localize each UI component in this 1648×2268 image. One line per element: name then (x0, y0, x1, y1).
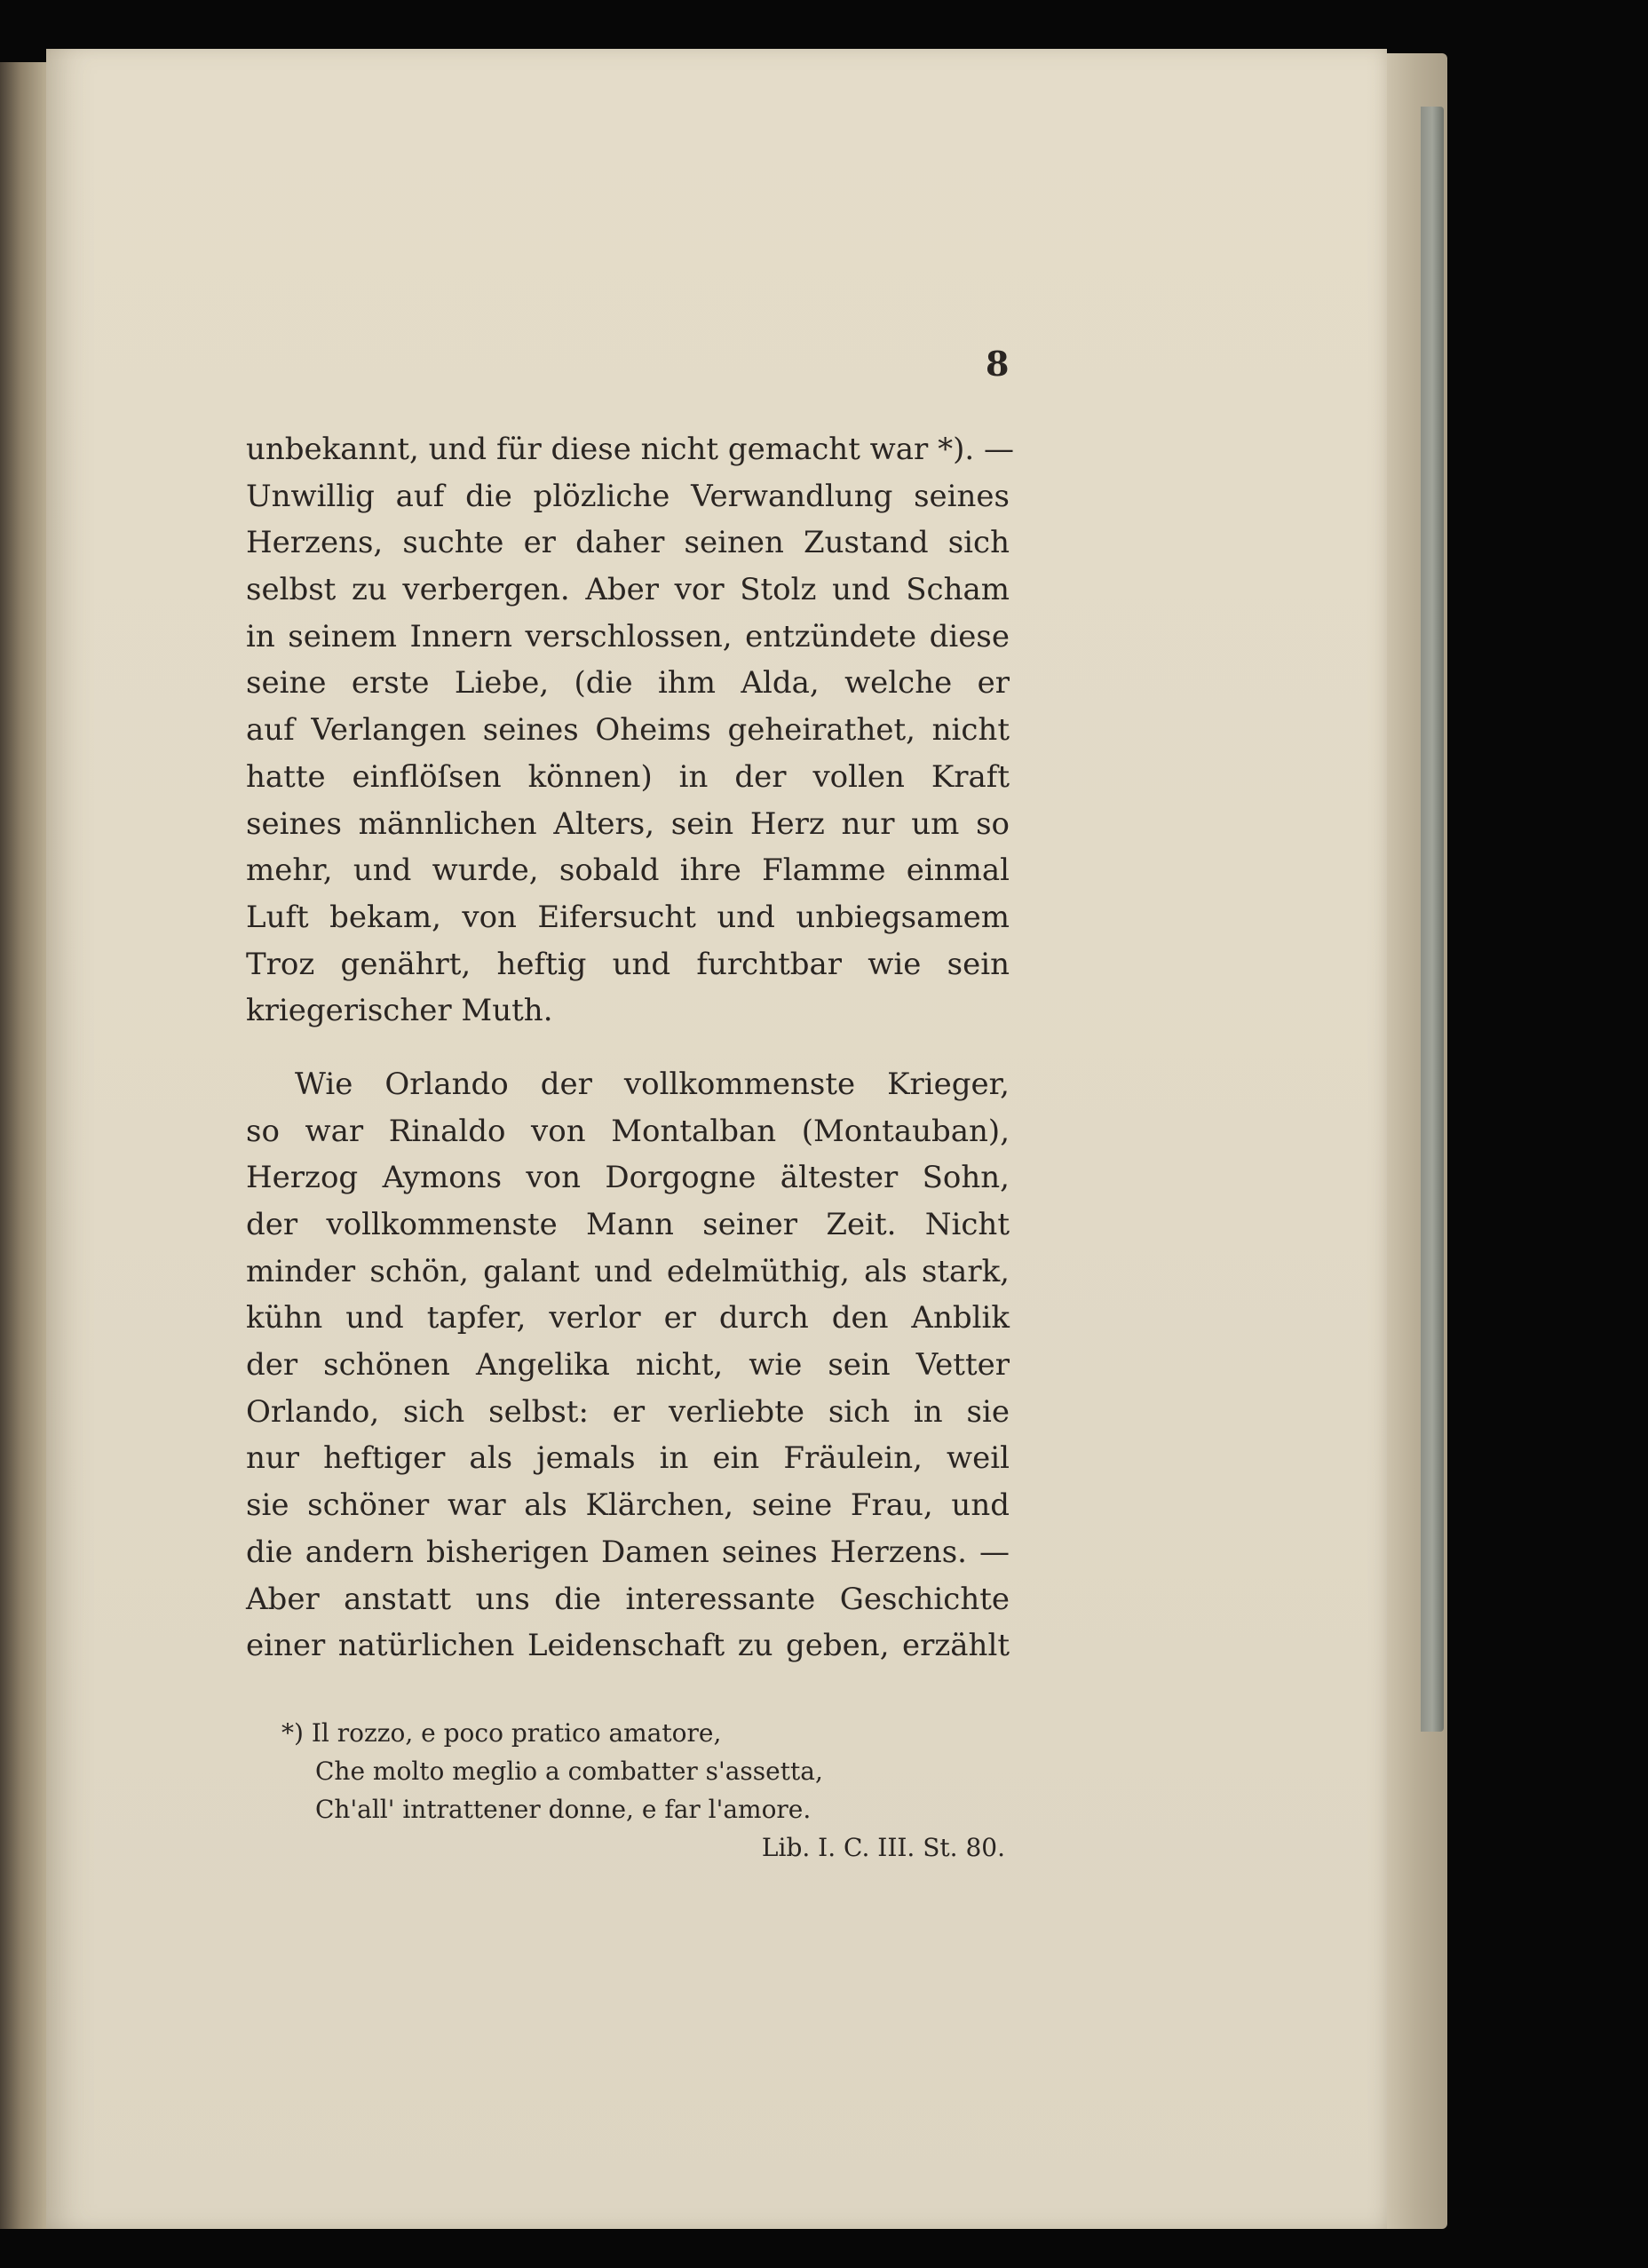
text-line: Unwillig auf die plözliche Verwandlung seines (246, 478, 1010, 514)
text-line: Herzog Aymons von Dorgogne ältester Sohn, (246, 1160, 1010, 1196)
text-line: so war Rinaldo von Montalban (Montauban), (246, 1113, 1010, 1149)
page-number: 8 (986, 344, 1010, 384)
text-line: seines männlichen Alters, sein Herz nur um so (246, 805, 1010, 842)
footnote-line: Che molto meglio a combatter s'assetta, (315, 1757, 823, 1786)
text-line: Troz genährt, heftig und furchtbar wie sein (246, 946, 1010, 982)
text-line: Herzens, suchte er daher seinen Zustand sich (246, 525, 1010, 561)
text-line: sie schöner war als Klärchen, seine Frau, und (246, 1487, 1010, 1524)
text-line: einer natürlichen Leidenschaft zu geben, erzählt (246, 1628, 1010, 1664)
text-line: der schönen Angelika nicht, wie sein Vetter (246, 1347, 1010, 1384)
paragraph-2 (246, 1061, 1010, 1669)
body-text (246, 426, 1014, 1669)
text-line: Orlando, sich selbst: er verliebte sich in sie (246, 1393, 1010, 1430)
text-line: nur heftiger als jemals in ein Fräulein, weil (246, 1440, 1010, 1477)
previous-page-edge (0, 62, 46, 2229)
text-line: kühn und tapfer, verlor er durch den Anblik (246, 1300, 1010, 1336)
text-line: seine erste Liebe, (die ihm Alda, welche er (246, 665, 1010, 702)
footnote-line: Ch'all' intrattener donne, e far l'amore. (315, 1795, 812, 1824)
book-cover-edge (1421, 107, 1444, 1732)
paragraph-1 (246, 426, 1014, 1035)
footnote-reference: Lib. I. C. III. St. 80. (761, 1833, 1005, 1862)
text-line: die andern bisherigen Damen seines Herzens. — (246, 1534, 1010, 1570)
text-line: hatte einflöſsen können) in der vollen Kraft (246, 758, 1010, 795)
text-line: Luft bekam, von Eifersucht und unbiegsamem (246, 899, 1010, 935)
book-page (46, 49, 1387, 2229)
text-line: mehr, und wurde, sobald ihre Flamme einmal (246, 852, 1010, 889)
text-line: auf Verlangen seines Oheims geheirathet, nicht (246, 712, 1010, 749)
text-line: unbekannt, und für diese nicht gemacht war *). — (246, 432, 1014, 467)
text-line: Aber anstatt uns die interessante Geschichte (246, 1581, 1010, 1617)
footnote (281, 1714, 1010, 1867)
text-line: der vollkommenste Mann seiner Zeit. Nicht (246, 1207, 1010, 1242)
text-line: minder schön, galant und edelmüthig, als stark, (246, 1253, 1010, 1289)
text-line: kriegerischer Muth. (246, 993, 553, 1029)
text-line: selbst zu verbergen. Aber vor Stolz und Scham (246, 572, 1010, 608)
text-line: in seinem Innern verschlossen, entzündete diese (246, 618, 1010, 654)
footnote-line: *) Il rozzo, e poco pratico amatore, (281, 1718, 722, 1748)
text-line: Wie Orlando der vollkommenste Krieger, (295, 1066, 1010, 1102)
